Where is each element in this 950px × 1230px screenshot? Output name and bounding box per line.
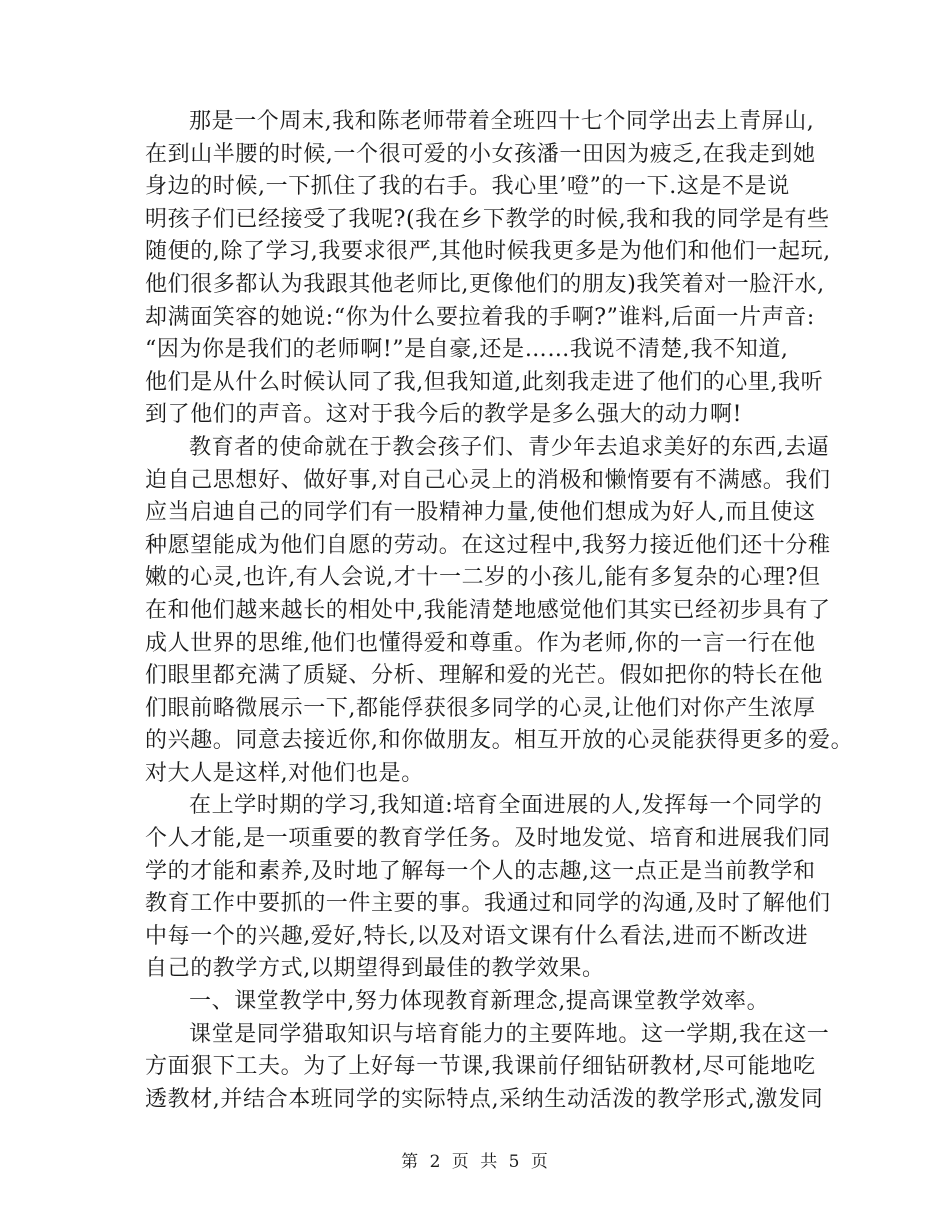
footer-current-page: 2 [429, 1152, 442, 1172]
document-body [145, 106, 854, 1116]
text-line: 在和他们越来越长的相处中,我能清楚地感觉他们其实已经初步具有了 [145, 597, 831, 623]
text-line: 个人才能,是一项重要的教育学任务。及时地发觉、培育和进展我们同 [145, 826, 831, 852]
text-line: 的兴趣。同意去接近你,和你做朋友。相互开放的心灵能获得更多的爱。 [145, 728, 854, 754]
text-line: 到了他们的声音。这对于我今后的教学是多么强大的动力啊! [145, 402, 743, 428]
text-line: 他们很多都认为我跟其他老师比,更像他们的朋友)我笑着对一脸汗水, [145, 271, 825, 297]
text-line: 自己的教学方式,以期望得到最佳的教学效果。 [145, 956, 605, 982]
text-line: 在到山半腰的时候,一个很可爱的小女孩潘一田因为疲乏,在我走到她 [145, 141, 816, 167]
text-line: 教育工作中要抓的一件主要的事。我通过和同学的沟通,及时了解他们 [145, 891, 831, 917]
text-line: 却满面笑容的她说:“你为什么要拉着我的手啊?”谁料,后面一片声音: [145, 304, 815, 330]
text-line: 透教材,并结合本班同学的实际特点,采纳生动活泼的教学形式,激发同 [145, 1086, 824, 1112]
footer-total-word: 页 [530, 1152, 549, 1172]
footer-total-pages: 5 [508, 1152, 521, 1172]
text-line: 方面狠下工夫。为了上好每一节课,我课前仔细钻研教材,尽可能地吃 [145, 1054, 816, 1080]
text-line: 在上学时期的学习,我知道:培育全面进展的人,发挥每一个同学的 [189, 793, 823, 819]
text-line: 们眼里都充满了质疑、分析、理解和爱的光芒。假如把你的特长在他 [145, 663, 824, 689]
text-line: 教育者的使命就在于教会孩子们、青少年去追求美好的东西,去逼 [189, 434, 830, 460]
footer-total-prefix: 共 [480, 1152, 499, 1172]
text-line: 他们是从什么时候认同了我,但我知道,此刻我走进了他们的心里,我听 [145, 369, 824, 395]
text-line: 中每一个的兴趣,爱好,特长,以及对语文课有什么看法,进而不断改进 [145, 923, 809, 949]
text-line: 学的才能和素养,及时地了解每一个人的志趣,这一点正是当前教学和 [145, 858, 816, 884]
footer-page-word: 页 [451, 1152, 470, 1172]
text-line: 明孩子们已经接受了我呢?(我在乡下教学的时候,我和我的同学是有些 [145, 206, 830, 232]
text-line: 种愿望能成为他们自愿的劳动。在这过程中,我努力接近他们还十分稚 [145, 532, 831, 558]
text-line: 们眼前略微展示一下,都能俘获很多同学的心灵,让他们对你产生浓厚 [145, 695, 816, 721]
text-line: 课堂是同学猎取知识与培育能力的主要阵地。这一学期,我在这一 [189, 1021, 830, 1047]
text-line: 迫自己思想好、做好事,对自己心灵上的消极和懒惰要有不满感。我们 [145, 467, 831, 493]
text-line: “因为你是我们的老师啊!”是自豪,还是……我说不清楚,我不知道, [145, 337, 789, 363]
text-line: 成人世界的思维,他们也懂得爱和尊重。作为老师,你的一言一行在他 [145, 630, 816, 656]
text-line: 应当启迪自己的同学们有一股精神力量,使他们想成为好人,而且使这 [145, 500, 816, 526]
text-line: 嫩的心灵,也许,有人会说,才十一二岁的小孩儿,能有多复杂的心理?但 [145, 565, 821, 591]
text-line: 那是一个周末,我和陈老师带着全班四十七个同学出去上青屏山, [189, 109, 815, 134]
text-line: 随便的,除了学习,我要求很严,其他时候我更多是为他们和他们一起玩, [145, 239, 831, 265]
text-line: 一、课堂教学中,努力体现教育新理念,提高课堂教学效率。 [189, 989, 770, 1015]
text-line: 身边的时候,一下抓住了我的右手。我心里’噔”的一下.这是不是说 [145, 174, 790, 200]
page-footer [0, 1147, 950, 1172]
text-line: 对大人是这样,对他们也是。 [145, 760, 424, 786]
footer-page-prefix: 第 [401, 1152, 420, 1172]
